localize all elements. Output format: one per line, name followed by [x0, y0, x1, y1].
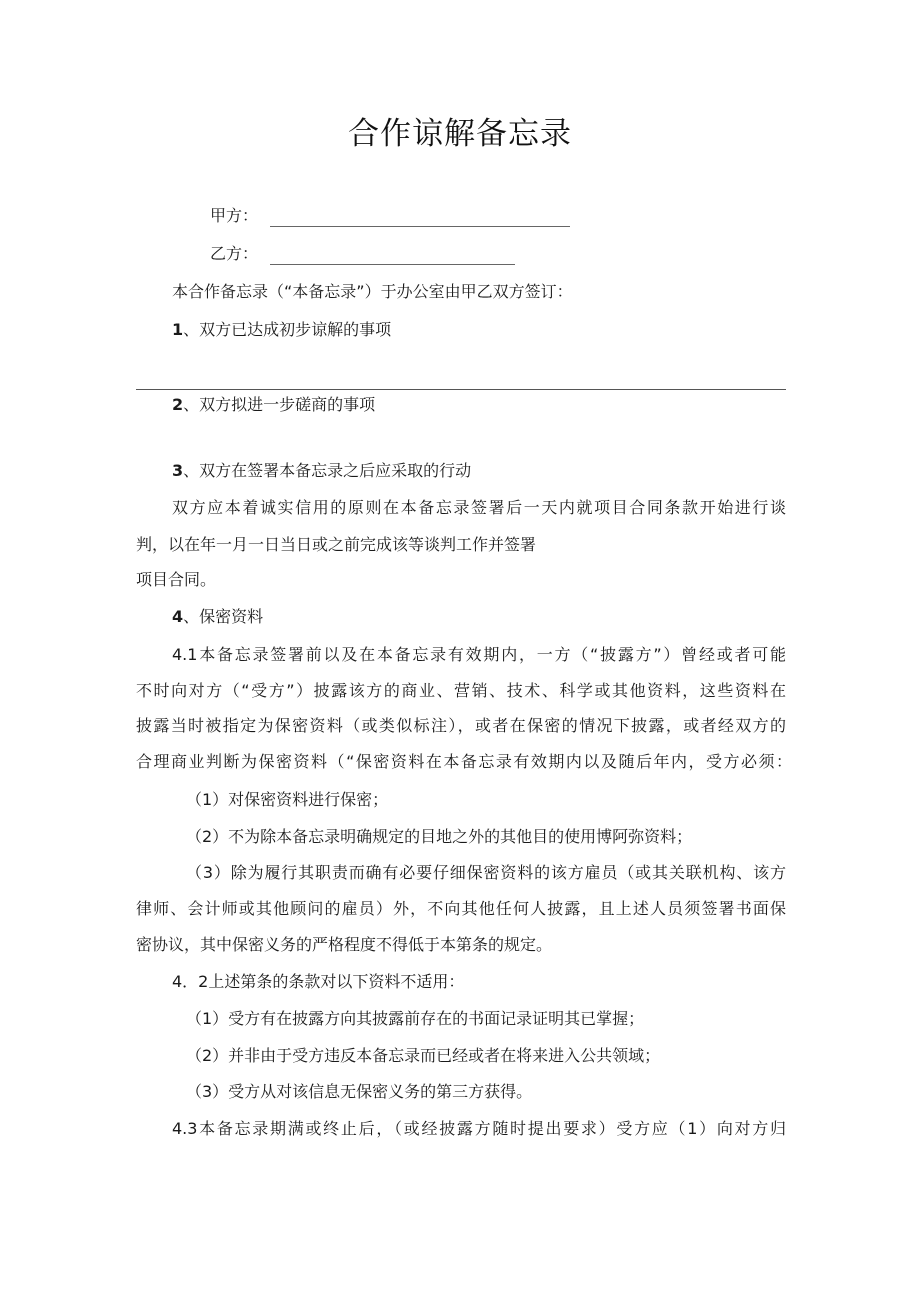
- clause-4-1-item-2: （2）不为除本备忘录明确规定的目地之外的其他目的使用博阿弥资料；: [186, 827, 693, 846]
- party-a-row: [210, 205, 570, 227]
- clause-4-1-item-1: （1）对保密资料进行保密；: [186, 790, 389, 809]
- document-title: 合作谅解备忘录: [348, 116, 572, 152]
- section-3-number: 3: [172, 461, 184, 480]
- section-2-number: 2: [172, 395, 184, 414]
- party-b-blank-line: [270, 252, 515, 265]
- party-b-label: 乙方：: [210, 244, 259, 263]
- section-3-paragraph-line-2: 判，以在年一月一日当日或之前完成该等谈判工作并签署: [136, 535, 537, 554]
- party-a-blank-line: [270, 214, 570, 227]
- section-3-paragraph-line-1: 双方应本着诚实信用的原则在本备忘录签署后一天内就项目合同条款开始进行谈: [172, 498, 786, 517]
- clause-4-1-item-3-line-1: （3）除为履行其职责而确有必要仔细保密资料的该方雇员（或其关联机构、该方: [186, 863, 786, 882]
- section-2-heading: [172, 394, 375, 416]
- clause-4-2-item-1: （1）受方有在披露方向其披露前存在的书面记录证明其已掌握；: [186, 1009, 645, 1028]
- intro-paragraph: 本合作备忘录（“本备忘录”）于办公室由甲乙双方签订：: [172, 282, 573, 301]
- section-1-title: 、双方已达成初步谅解的事项: [183, 320, 392, 339]
- section-3-title: 、双方在签署本备忘录之后应采取的行动: [183, 461, 472, 480]
- clause-4-2-item-3: （3）受方从对该信息无保密义务的第三方获得。: [186, 1082, 533, 1101]
- section-4-title: 、保密资料: [183, 607, 264, 626]
- clause-4-1-item-3-line-3: 密协议，其中保密义务的严格程度不得低于本第条的规定。: [136, 935, 553, 954]
- clause-4-3-line-1: 4.3本备忘录期满或终止后，（或经披露方随时提出要求）受方应（1）向对方归: [172, 1119, 786, 1138]
- section-2-title: 、双方拟进一步磋商的事项: [183, 395, 376, 414]
- clause-4-1-item-3-line-2: 律师、会计师或其他顾问的雇员）外，不向其他任何人披露，且上述人员须签署书面保: [136, 899, 786, 918]
- section-1-fill-line: [136, 389, 786, 390]
- section-1-number: 1: [172, 320, 184, 339]
- clause-4-1-line-3: 披露当时被指定为保密资料（或类似标注），或者在保密的情况下披露，或者经双方的: [136, 716, 786, 735]
- section-4-number: 4: [172, 607, 184, 626]
- section-3-paragraph-line-3: 项目合同。: [136, 570, 217, 589]
- party-a-label: 甲方：: [210, 206, 259, 225]
- section-1-heading: [172, 319, 391, 341]
- clause-4-1-line-2: 不时向对方（“受方”）披露该方的商业、营销、技术、科学或其他资料，这些资料在: [136, 681, 786, 700]
- clause-4-2-item-2: （2）并非由于受方违反本备忘录而已经或者在将来进入公共领域；: [186, 1046, 661, 1065]
- clause-4-1-line-4: 合理商业判断为保密资料（“保密资料在本备忘录有效期内以及随后年内，受方必须：: [136, 752, 792, 771]
- clause-4-2-line-1: 4．2上述第条的条款对以下资料不适用：: [172, 972, 465, 991]
- clause-4-1-line-1: 4.1本备忘录签署前以及在本备忘录有效期内，一方（“披露方”）曾经或者可能: [172, 645, 786, 664]
- party-b-row: [210, 243, 515, 265]
- section-4-heading: [172, 606, 263, 628]
- section-3-heading: [172, 460, 471, 482]
